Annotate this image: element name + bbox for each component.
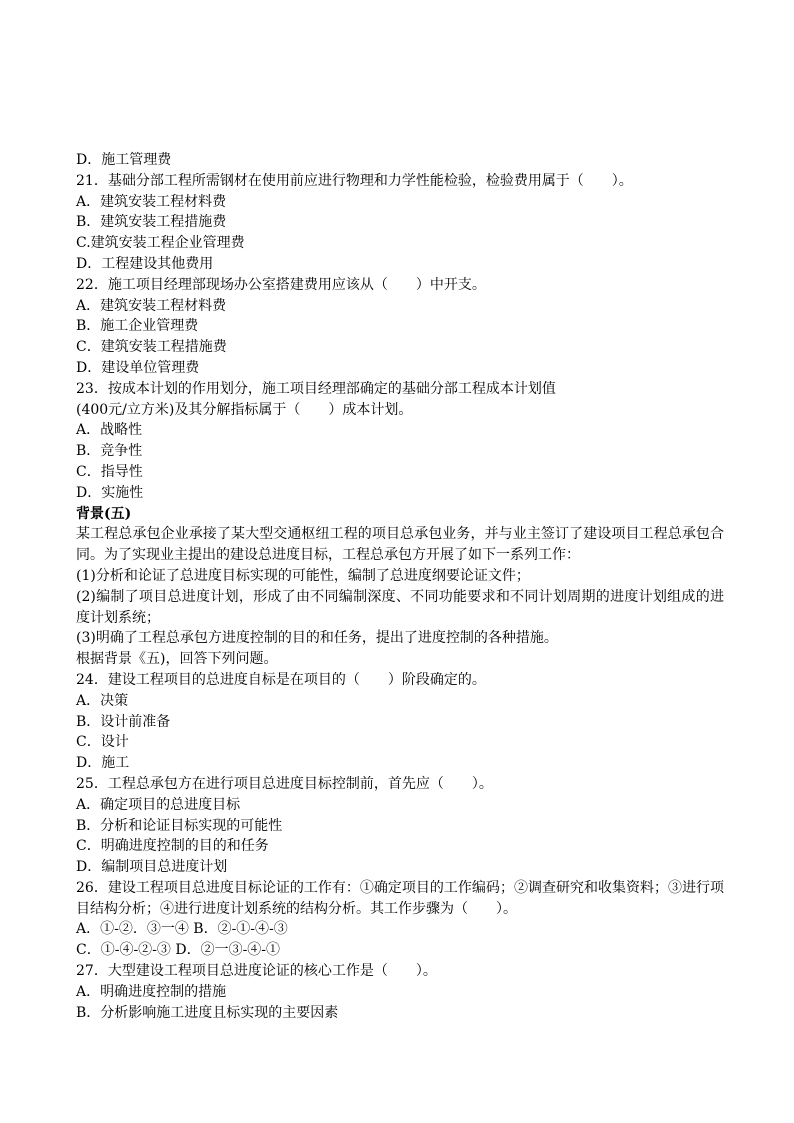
option-line: B．施工企业管理费 [76, 318, 199, 335]
option-line: D．建设单位管理费 [76, 359, 200, 376]
option-line: D．实施性 [76, 484, 144, 501]
question-24: 24．建设工程项目的总进度自标是在项目的（ ）阶段确定的。 [76, 671, 486, 688]
option-line: C．建筑安装工程措施费 [76, 339, 227, 356]
option-line: A．建筑安装工程材料费 [76, 193, 227, 210]
option-line: C．明确进度控制的目的和任务 [76, 838, 269, 855]
question-22: 22．施工项目经理部现场办公室搭建费用应该从（ ）中开支。 [76, 276, 486, 293]
option-line: C．设计 [76, 734, 129, 751]
question-26: 26．建设工程项目总进度目标论证的工作有：①确定项目的工作编码；②调查研究和收集资料；③进行项目结构分析；④进行进度计划系统的结构分析。其工作步骤为（ ）。 [76, 879, 724, 917]
option-line: A．建筑安装工程材料费 [76, 297, 227, 314]
option-line: B．设计前准备 [76, 713, 171, 730]
question-27: 27．大型建设工程项目总进度论证的核心工作是（ ）。 [76, 963, 437, 980]
option-line: A．确定项目的总进度目标 [76, 796, 241, 813]
option-line: A．战略性 [76, 422, 143, 439]
option-line: A．①-②．③一④ B．②-①-④-③ [76, 921, 288, 938]
option-line: B．建筑安装工程措施费 [76, 214, 227, 231]
question-23: 23．按成本计划的作用划分，施工项目经理部确定的基础分部工程成本计划值 [76, 380, 556, 397]
option-line: C.建筑安装工程企业管理费 [76, 235, 245, 252]
background-item-2: (2)编制了项目总进度计划，形成了由不同编制深度、不同功能要求和不同计划周期的进度计划组成的进度计划系统； [76, 588, 724, 626]
option-line: D．施工管理费 [76, 152, 172, 168]
option-line: A．明确进度控制的措施 [76, 983, 227, 1000]
option-line: C．指导性 [76, 463, 143, 480]
option-line: B．分析影响施工进度且标实现的主要因素 [76, 1004, 339, 1021]
option-line: D．编制项目总进度计划 [76, 859, 228, 876]
option-line: A．决策 [76, 692, 129, 709]
question-21: 21．基础分部工程所需钢材在使用前应进行物理和力学性能检验，检验费用属于（ ）。 [76, 172, 633, 189]
option-line: D．施工 [76, 755, 130, 772]
document-body [76, 150, 724, 1023]
background-item-1: (1)分析和论证了总进度目标实现的可能性，编制了总进度纲要论证文件； [76, 567, 530, 584]
background-item-3: (3)明确了工程总承包方进度控制的目的和任务，提出了进度控制的各种措施。 [76, 630, 558, 647]
question-25: 25．工程总承包方在进行项目总进度目标控制前，首先应（ ）。 [76, 775, 493, 792]
background-paragraph: 某工程总承包企业承接了某大型交通枢纽工程的项目总承包业务，并与业主签订了建设项目工程总承包合同。为了实现业主提出的建设总进度目标，工程总承包方开展了如下一系列工作： [76, 526, 724, 564]
option-line: B．竞争性 [76, 443, 143, 460]
document-page [76, 150, 724, 1023]
option-line: C．①-④-②-③ D．②一③-④-① [76, 942, 281, 959]
option-line: B．分析和论证目标实现的可能性 [76, 817, 283, 834]
question-23-continued: (400元/立方米)及其分解指标属于（ ）成本计划。 [76, 401, 413, 418]
section-heading: 背景(五) [76, 505, 132, 522]
option-line: D．工程建设其他费用 [76, 255, 214, 272]
instruction-line: 根据背景《五)，回答下列问题。 [76, 651, 278, 668]
